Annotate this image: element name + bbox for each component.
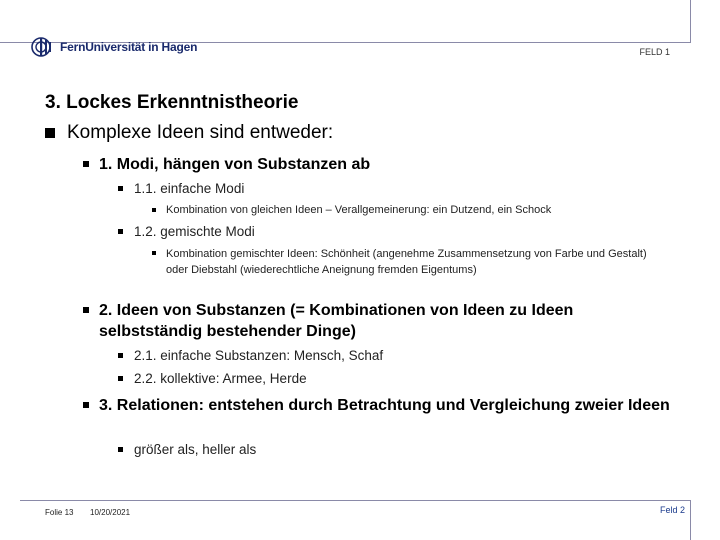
- bullet-item-1-1: 1.1. einfache Modi: [118, 181, 244, 197]
- bullet-square-icon: [152, 251, 156, 255]
- bullet-item-1-2-a: Kombination gemischter Ideen: Schönheit (angenehme Zusammensetzung von Farbe und Gestalt) oder Diebstahl (wiederechtliche Aneignung fremden Eigentums): [152, 247, 664, 279]
- feld-label-footer: Feld 2: [659, 505, 685, 515]
- header-rule-vertical: [690, 0, 691, 43]
- footer-rule-vertical: [690, 500, 691, 540]
- slide-date: 10/20/2021: [90, 508, 131, 517]
- bullet-item-1-2: 1.2. gemischte Modi: [118, 224, 255, 240]
- bullet-square-icon: [83, 161, 89, 167]
- bullet-item-3-1: größer als, heller als: [118, 442, 256, 458]
- bullet-square-icon: [118, 186, 123, 191]
- bullet-item-1-1-a: Kombination von gleichen Ideen – Verallgemeinerung: ein Dutzend, ein Schock: [152, 204, 682, 217]
- university-logo: [30, 36, 197, 58]
- footer-rule: [20, 500, 690, 501]
- bullet-square-icon: [118, 229, 123, 234]
- bullet-square-icon: [118, 447, 123, 452]
- logo-text: FernUniversität in Hagen: [60, 40, 198, 54]
- bullet-square-icon: [152, 208, 156, 212]
- fernuni-emblem-icon: [30, 36, 56, 58]
- bullet-item-1: 1. Modi, hängen von Substanzen ab: [83, 155, 663, 174]
- bullet-square-icon: [118, 376, 123, 381]
- bullet-square-icon: [83, 307, 89, 313]
- slide-number: Folie 13: [45, 508, 74, 517]
- bullet-item-3: 3. Relationen: entstehen durch Betrachtung und Vergleichung zweier Ideen: [83, 396, 673, 417]
- slide-title: 3. Lockes Erkenntnistheorie: [45, 92, 299, 113]
- bullet-item-2-2: 2.2. kollektive: Armee, Herde: [118, 371, 307, 387]
- bullet-item-2-1: 2.1. einfache Substanzen: Mensch, Schaf: [118, 348, 383, 364]
- feld-label-top: FELD 1: [639, 47, 670, 57]
- bullet-intro: Komplexe Ideen sind entweder:: [45, 122, 333, 145]
- bullet-square-icon: [118, 353, 123, 358]
- bullet-square-icon: [83, 402, 89, 408]
- bullet-item-2: 2. Ideen von Substanzen (= Kombinationen von Ideen zu Ideen selbstständig bestehender Dinge): [83, 301, 623, 343]
- bullet-square-icon: [45, 128, 55, 138]
